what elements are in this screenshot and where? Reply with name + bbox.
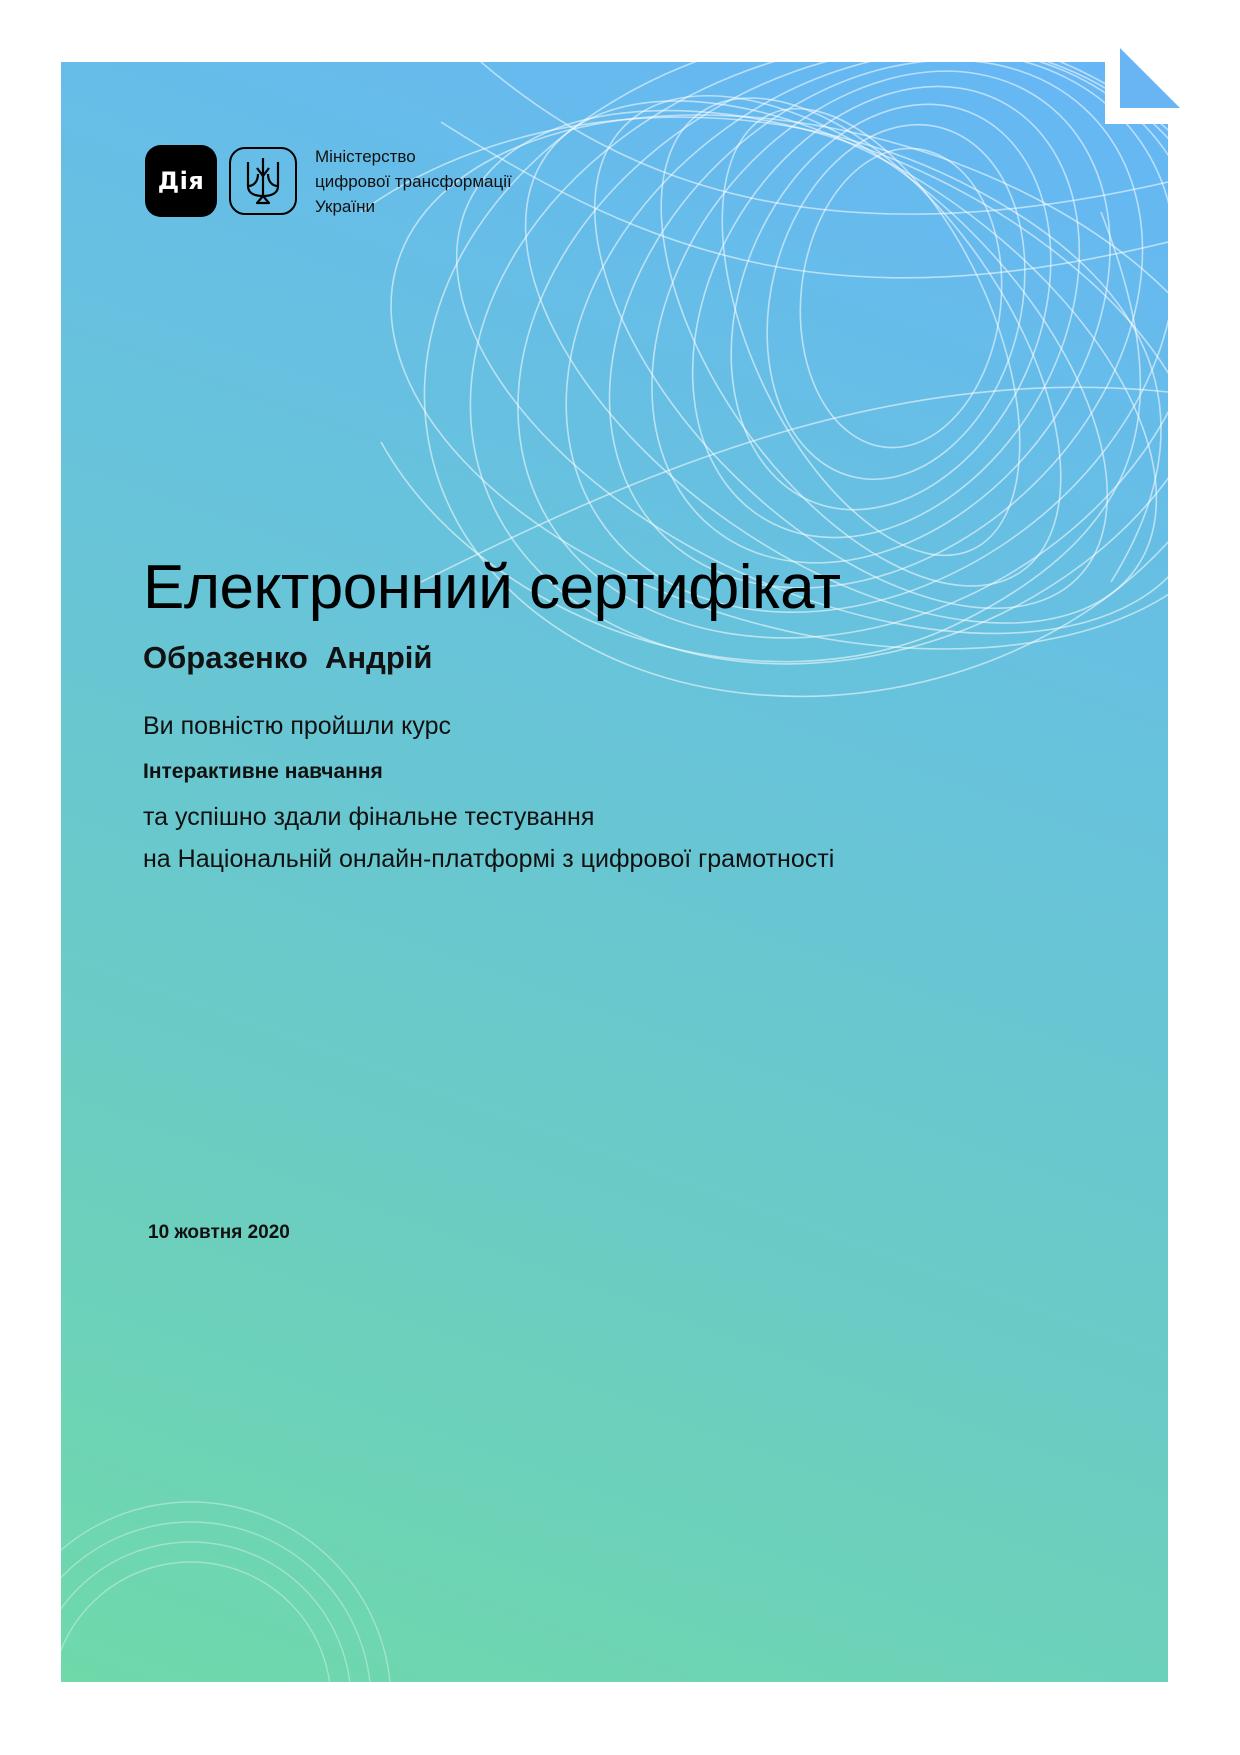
certificate-header <box>145 145 512 217</box>
ministry-line-3: України <box>315 196 375 216</box>
ministry-line-2: цифрової трансформації <box>315 171 512 191</box>
certificate-sheet <box>61 62 1168 1682</box>
platform-text: на Національній онлайн-платформі з цифрової грамотності <box>143 845 835 873</box>
certificate-title: Електронний сертифікат <box>143 553 841 622</box>
test-passed-text: та успішно здали фінальне тестування <box>143 803 595 831</box>
issue-date: 10 жовтня 2020 <box>148 1222 290 1243</box>
trident-icon <box>229 147 297 215</box>
completion-text: Ви повністю пройшли курс <box>143 712 452 740</box>
ministry-name <box>315 144 512 219</box>
ministry-line-1: Міністерство <box>315 146 416 166</box>
course-name: Інтерактивне навчання <box>143 760 383 783</box>
diia-logo: Дія <box>145 145 217 217</box>
recipient-name: Образенко Андрій <box>143 640 433 675</box>
page-corner-fold-icon <box>1100 46 1190 126</box>
